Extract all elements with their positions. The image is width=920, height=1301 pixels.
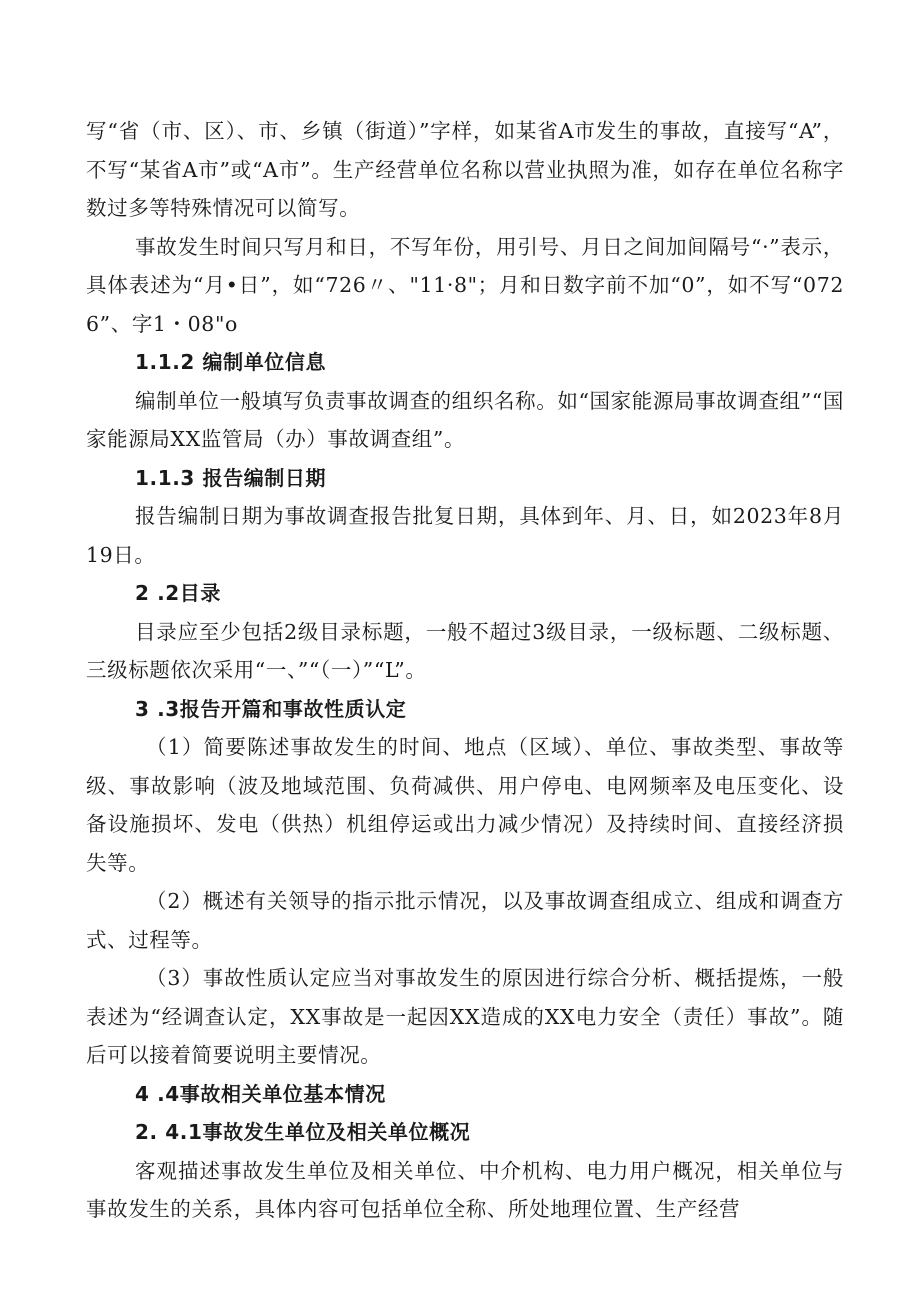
heading-2-4-1: 2. 4.1事故发生单位及相关单位概况 <box>135 1120 471 1144</box>
heading-1-1-3: 1.1.3 报告编制日期 <box>135 465 327 490</box>
paragraph-report-date: 报告编制日期为事故调查报告批复日期，具体到年、月、日，如2023年8月19日。 <box>86 504 844 567</box>
paragraph-unit-overview: 客观描述事故发生单位及相关单位、中介机构、电力用户概况，相关单位与事故发生的关系，具体内容可包括单位全称、所处地理位置、生产经营 <box>86 1158 844 1221</box>
paragraph-time-format: 事故发生时间只写月和日，不写年份，用引号、月日之间加间隔号“·”表示，具体表述为“月•日”，如“726〃、"11·8"；月和日数字前不加“0”，如不写“0726”、字1・08"o <box>86 234 844 336</box>
heading-2-2: 2 .2目录 <box>135 581 221 605</box>
paragraph-location-naming: 写“省（市、区）、市、乡镇（街道）”字样，如某省A市发生的事故，直接写“A”，不写“某省A市”或“A市”。生产经营单位名称以营业执照为准，如存在单位名称字数过多等特殊情况可以简写。 <box>86 119 844 220</box>
heading-4-4: 4 .4事故相关单位基本情况 <box>135 1081 386 1106</box>
document-body <box>86 112 844 1229</box>
heading-1-1-2: 1.1.2 编制单位信息 <box>135 350 327 374</box>
heading-3-3: 3 .3报告开篇和事故性质认定 <box>135 696 407 721</box>
paragraph-toc: 目录应至少包括2级目录标题，一般不超过3级目录，一级标题、二级标题、三级标题依次采用“一、”“（一）”“L”。 <box>86 619 844 682</box>
paragraph-item-3: （3）事故性质认定应当对事故发生的原因进行综合分析、概括提炼，一般表述为“经调查认定，XX事故是一起因XX造成的XX电力安全（责任）事故”。随后可以接着简要说明主要情况。 <box>86 966 844 1067</box>
paragraph-item-2: （2）概述有关领导的指示批示情况，以及事故调查组成立、组成和调查方式、过程等。 <box>86 889 844 952</box>
paragraph-compiling-unit: 编制单位一般填写负责事故调查的组织名称。如“国家能源局事故调查组”“国家能源局XX监管局（办）事故调查组”。 <box>86 388 844 451</box>
paragraph-item-1: （1）简要陈述事故发生的时间、地点（区域）、单位、事故类型、事故等级、事故影响（波及地域范围、负荷减供、用户停电、电网频率及电压变化、设备设施损坏、发电（供热）机组停运或出力减少情况）及持续时间、直接经济损失等。 <box>86 735 844 875</box>
